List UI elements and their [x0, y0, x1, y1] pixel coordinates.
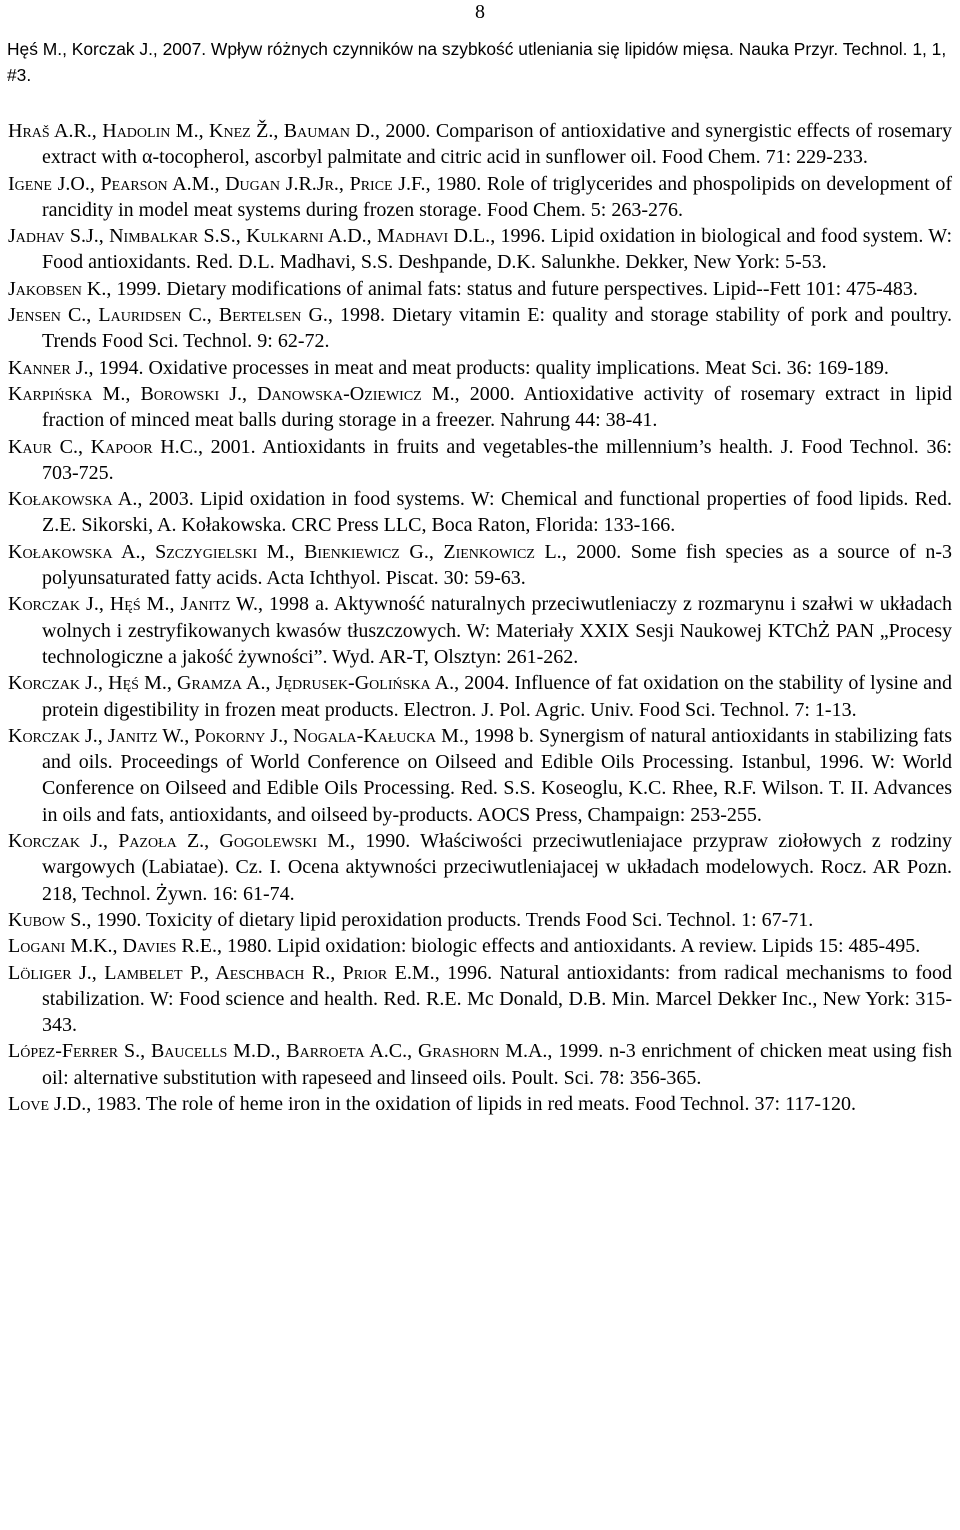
reference-details: , 1998 a. Aktywność naturalnych przeciwutleniaczy z rozmarynu i szałwi w układach wolnych i zestryfikowanych kwasów tłuszczowych. W: Materiały XXIX Sesji Naukowej KTChŻ PAN „Procesy technologiczne a jakość żywności”. Wyd. AR-T, Olsztyn: 261-262. [42, 593, 952, 668]
reference-details: , 1998. Dietary vitamin E: quality and storage stability of pork and poultry. Trends Food Sci. Technol. 9: 62-72. [42, 304, 952, 353]
reference-item [8, 223, 952, 276]
reference-item [8, 960, 952, 1039]
reference-item [8, 933, 952, 959]
reference-details: , 1998 b. Synergism of natural antioxidants in stabilizing fats and oils. Proceedings of World Conference on Oilseed and Edible Oils Processing. Istanbul, 1996. W: World Conference on Oilseed and Edible Oils Processing. Red. S.S. Koseoglu, K.C. Rhee, R.F. Wilson. T. II. Advances in oils and fats, antioxidants, and oilseed by-products. AOCS Press, Champaign: 253-255. [42, 724, 953, 826]
reference-item [8, 591, 952, 670]
reference-item [8, 670, 952, 723]
reference-item [8, 171, 952, 224]
page-number: 8 [475, 1, 485, 23]
reference-authors: Kaur C., Kapoor H.C. [8, 435, 199, 458]
reference-authors: Hraš A.R., Hadolin M., Knez Ž., Bauman D. [8, 120, 375, 142]
reference-authors: Kołakowska A., Szczygielski M., Bienkiewicz G., Zienkowicz L. [8, 540, 562, 563]
reference-item [8, 118, 952, 171]
reference-authors: Jakobsen K. [8, 277, 107, 300]
reference-list [8, 118, 952, 1117]
reference-authors: López-Ferrer S., Baucells M.D., Barroeta A.C., Grashorn M.A. [8, 1040, 548, 1063]
reference-authors: Karpińska M., Borowski J., Danowska-Oziewicz M. [8, 382, 455, 405]
reference-details: , 1994. Oxidative processes in meat and meat products: quality implications. Meat Sci. 36: 169-189. [88, 356, 889, 379]
reference-details: , 2004. Influence of fat oxidation on the stability of lysine and protein digestibility in frozen meat products. Electron. J. Pol. Agric. Univ. Food Sci. Technol. 7: 1-13. [42, 672, 953, 721]
reference-item [8, 1038, 952, 1091]
reference-item [8, 1091, 952, 1117]
running-header: Hęś M., Korczak J., 2007. Wpływ różnych czynników na szybkość utleniania się lipidów mięsa. Nauka Przyr. Technol. 1, 1, #3. [7, 39, 947, 85]
reference-authors: Love J.D. [8, 1092, 87, 1115]
reference-authors: Korczak J., Janitz W., Pokorny J., Nogala-Kałucka M. [8, 724, 464, 747]
reference-details: , 1983. The role of heme iron in the oxidation of lipids in red meats. Food Technol. 37: 117-120. [86, 1092, 856, 1115]
reference-authors: Kubow S. [8, 908, 87, 931]
reference-item [8, 381, 952, 434]
reference-details: , 2000. Some fish species as a source of n-3 polyunsaturated fatty acids. Acta Ichthyol. Piscat. 30: 59-63. [42, 540, 952, 590]
reference-details: , 2001. Antioxidants in fruits and vegetables-the millennium’s health. J. Food Technol. 36: 703-725. [42, 435, 952, 484]
reference-item [8, 723, 952, 828]
reference-details: , 1996. Lipid oxidation in biological and food system. W: Food antioxidants. Red. D.L. Madhavi, S.S. Deshpande, D.K. Salunkhe. Dekker, New York: 5-53. [42, 225, 952, 274]
reference-authors: Kanner J. [8, 356, 89, 379]
reference-authors: Korczak J., Hęś M., Janitz W. [8, 593, 258, 616]
reference-details: , 2003. Lipid oxidation in food systems. W: Chemical and functional properties of food lipids. Red. Z.E. Sikorski, A. Kołakowska. CRC Press LLC, Boca Raton, Florida: 133-166. [42, 488, 953, 537]
reference-item [8, 828, 952, 907]
reference-item [8, 355, 952, 381]
reference-authors: Korczak J., Pazoła Z., Gogolewski M. [8, 830, 351, 853]
reference-details: , 2000. Comparison of antioxidative and synergistic effects of rosemary extract with α-tocopherol, ascorbyl palmitate and citric acid in sunflower oil. Food Chem. 71: 229-233. [42, 120, 952, 169]
reference-item [8, 486, 952, 539]
reference-details: , 1990. Właściwości przeciwutleniajace przypraw ziołowych z rodziny wargowych (Labiatae). Cz. I. Ocena aktywności przeciwutleniajacej w układach modelowych. Rocz. AR Pozn. 218, Technol. Żywn. 16: 61-74. [42, 830, 952, 905]
reference-authors: Kołakowska A. [8, 488, 138, 511]
reference-details: , 2000. Antioxidative activity of rosemary extract in lipid fraction of minced meat balls during storage in a freezer. Nahrung 44: 38-41. [42, 382, 953, 432]
reference-item [8, 539, 952, 592]
reference-authors: Korczak J., Hęś M., Gramza A., Jędrusek-Golińska A. [8, 672, 455, 695]
reference-authors: Jadhav S.J., Nimbalkar S.S., Kulkarni A.D., Madhavi D.L. [8, 225, 491, 248]
reference-details: , 1999. Dietary modifications of animal fats: status and future perspectives. Lipid--Fett 101: 475-483. [106, 277, 918, 300]
reference-details: , 1980. Role of triglycerides and phospolipids on development of rancidity in model meat systems during frozen storage. Food Chem. 5: 263-276. [42, 172, 952, 221]
reference-details: , 1990. Toxicity of dietary lipid peroxidation products. Trends Food Sci. Technol. 1: 67-71. [86, 908, 814, 931]
reference-item [8, 302, 952, 355]
reference-authors: Jensen C., Lauridsen C., Bertelsen G. [8, 304, 328, 327]
reference-authors: Löliger J., Lambelet P., Aeschbach R., Prior E.M. [8, 961, 435, 984]
reference-details: , 1999. n-3 enrichment of chicken meat using fish oil: alternative substitution with rapeseed and linseed oils. Poult. Sci. 78: 356-365. [42, 1040, 952, 1089]
reference-details: , 1996. Natural antioxidants: from radical mechanisms to food stabilization. W: Food science and health. Red. R.E. Mc Donald, D.B. Min. Marcel Dekker Inc., New York: 315-343. [42, 961, 953, 1037]
reference-item [8, 276, 952, 302]
reference-authors: Igene J.O., Pearson A.M., Dugan J.R.Jr., Price J.F. [8, 172, 426, 195]
reference-item [8, 907, 952, 933]
reference-authors: Logani M.K., Davies R.E. [8, 935, 217, 958]
reference-item [8, 434, 952, 487]
reference-details: , 1980. Lipid oxidation: biologic effects and antioxidants. A review. Lipids 15: 485-495. [216, 935, 921, 958]
